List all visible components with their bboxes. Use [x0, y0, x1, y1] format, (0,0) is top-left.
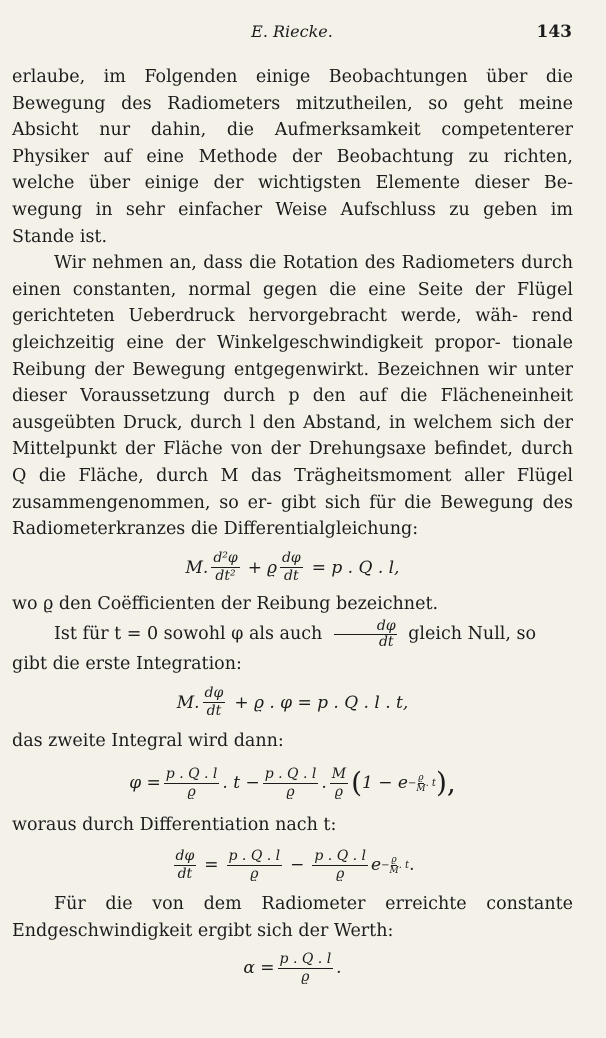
- numerator: p . Q . l: [165, 765, 218, 782]
- text-line: Stande ist.: [12, 226, 108, 247]
- text-line: Ist für t = 0 sowohl φ als auch: [54, 624, 323, 645]
- text-line: Differentialgleichung:: [223, 519, 419, 540]
- equation-1: [12, 545, 573, 591]
- fraction: [278, 952, 334, 985]
- numerator: ϱ: [391, 854, 397, 865]
- equation-2: [12, 678, 573, 728]
- denominator: ϱ: [301, 968, 310, 985]
- paragraph-3: [12, 617, 573, 651]
- operator: +: [247, 557, 262, 578]
- eq-term: φ =: [129, 773, 161, 794]
- text-line: rend gleichzeitig eine der Winkelgeschwindigkeit propor-: [12, 306, 573, 353]
- numerator: ϱ: [418, 772, 424, 783]
- text-line: Endgeschwindigkeit ergibt sich der Werth:: [12, 920, 394, 941]
- eq-term: α =: [243, 958, 275, 979]
- eq-term: .: [409, 855, 415, 876]
- denominator: M: [416, 783, 426, 794]
- numerator: dφ: [204, 685, 224, 702]
- paragraph-2: [12, 250, 573, 543]
- numerator: dφ: [175, 847, 195, 864]
- equation-5: [12, 944, 573, 992]
- denominator: ϱ: [286, 783, 295, 800]
- text-line: Drehungsaxe befindet, durch Q die Fläche, durch M das: [12, 439, 573, 486]
- equation-4: [12, 839, 573, 891]
- denominator: dt: [206, 703, 222, 720]
- fraction: [211, 551, 239, 584]
- text-line: Physiker auf eine Methode der Beobachtung zu richten,: [12, 146, 573, 167]
- exponent-term: . t: [425, 777, 436, 789]
- denominator: dt: [378, 634, 394, 651]
- text-line: gibt sich für die Bewegung des Radiometerkranzes die: [12, 492, 573, 540]
- operator: −: [290, 855, 305, 876]
- fraction: [174, 849, 197, 882]
- fraction: [164, 767, 220, 800]
- text-after-equation-2: das zweite Integral wird dann:: [12, 730, 284, 751]
- paragraph-4: [12, 891, 573, 944]
- eq-term: M.: [185, 557, 209, 578]
- numerator: d²φ: [213, 550, 238, 567]
- text-line: Flügel gerichteten Ueberdruck hervorgebracht werde, wäh-: [12, 279, 573, 327]
- text-line: Trägheitsmoment aller Flügel zusammengenommen, so er-: [12, 465, 573, 513]
- denominator: ϱ: [336, 865, 345, 882]
- text-line: in welchem sich der Mittelpunkt der Fläche von der: [12, 412, 573, 460]
- numerator: p . Q . l: [228, 847, 281, 864]
- denominator: ϱ: [250, 865, 259, 882]
- paren: ),: [435, 766, 456, 800]
- exponent-sign: −: [381, 859, 390, 871]
- denominator: dt²: [215, 568, 236, 585]
- denominator: dt: [284, 568, 299, 585]
- numerator: p . Q . l: [279, 950, 332, 967]
- page-body: [12, 64, 573, 992]
- text-line: tionale Reibung der Bewegung entgegenwirkt. Bezeichnen: [12, 332, 573, 380]
- text-line: durch einen constanten, normal gegen die eine Seite der: [12, 253, 573, 300]
- eq-term: . t −: [222, 773, 260, 794]
- fraction: [203, 686, 226, 719]
- page-number: 143: [536, 22, 572, 42]
- equation-3: [12, 754, 573, 812]
- text-after-equation-3: woraus durch Differentiation nach t:: [12, 815, 337, 836]
- numerator: p . Q . l: [264, 765, 317, 782]
- text-line: Absicht nur dahin, die Aufmerksamkeit competenterer: [12, 120, 573, 141]
- fraction: [263, 767, 319, 800]
- exponent-fraction: [389, 855, 398, 876]
- numerator: p . Q . l: [314, 847, 367, 864]
- paren: (: [351, 766, 363, 800]
- denominator: dt: [177, 865, 193, 882]
- fraction: [227, 849, 283, 882]
- fraction: [312, 849, 368, 882]
- eq-term: 1 − e: [362, 773, 408, 794]
- text-line: wegung in sehr einfacher Weise Aufschluss zu geben im: [12, 199, 573, 220]
- paragraph-1: [12, 64, 573, 250]
- operator: =: [204, 855, 219, 876]
- numerator: M: [331, 765, 347, 782]
- eq-term: M.: [176, 692, 200, 713]
- eq-term: e: [371, 855, 382, 876]
- text-line: erlaube, im Folgenden einige Beobachtungen über die: [12, 67, 573, 87]
- numerator: dφ: [334, 619, 397, 635]
- fraction: [334, 619, 397, 650]
- eq-term: ϱ: [266, 557, 277, 578]
- text-line: gleich Null, so: [408, 624, 537, 645]
- exponent-fraction: [416, 773, 425, 794]
- denominator: M: [389, 865, 399, 876]
- page-header: [12, 22, 572, 46]
- eq-term: .: [336, 958, 342, 979]
- eq-term: + ϱ . φ = p . Q . l . t,: [234, 692, 409, 713]
- text-line: wir unter dieser Voraussetzung durch p den auf die: [12, 359, 573, 407]
- denominator: ϱ: [187, 783, 196, 800]
- text-line: Bewegung des Radiometers mitzutheilen, so geht meine: [12, 93, 573, 114]
- running-head: E. Riecke.: [251, 22, 333, 41]
- exponent-sign: −: [407, 777, 417, 789]
- text-after-equation-1: wo ϱ den Coëfficienten der Reibung bezeichnet.: [12, 593, 439, 614]
- fraction: [330, 767, 348, 800]
- text-line: Wir nehmen an, dass die Rotation des Radiometers: [54, 253, 515, 274]
- text-line: Flächeneinheit ausgeübten Druck, durch l den Abstand,: [12, 386, 573, 433]
- text-line: Für die von dem Radiometer erreichte constante: [54, 894, 573, 915]
- text-line: welche über einige der wichtigsten Elemente dieser Be-: [12, 173, 573, 194]
- eq-term: .: [321, 773, 327, 794]
- eq-term: = p . Q . l,: [311, 557, 400, 578]
- exponent-term: . t: [398, 859, 410, 871]
- fraction: [280, 551, 303, 584]
- paragraph-3-line-2: gibt die erste Integration:: [12, 654, 242, 675]
- numerator: dφ: [281, 550, 301, 567]
- denominator: ϱ: [334, 783, 344, 800]
